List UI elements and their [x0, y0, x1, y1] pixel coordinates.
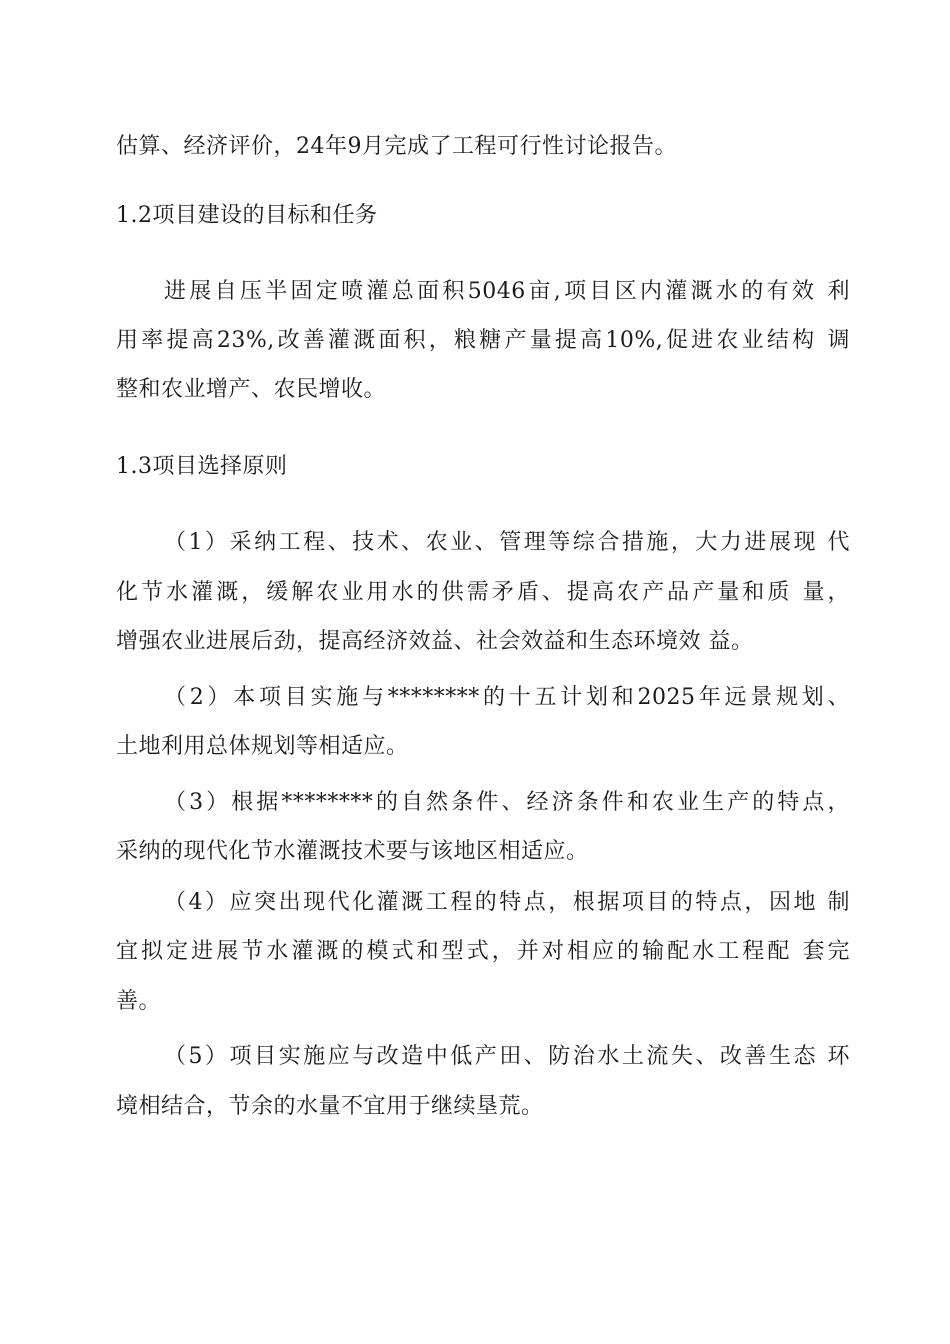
paragraph-line: 境相结合，节余的水量不宜用于继续垦荒。: [116, 1094, 544, 1119]
paragraph-line: 善。: [116, 989, 162, 1014]
paragraph-line: （1）采纳工程、技术、农业、管理等综合措施，大力进展现 代: [164, 530, 850, 555]
paragraph-line: 整和农业增产、农民增收。: [116, 377, 387, 402]
section-heading-1-3: 1.3项目选择原则: [116, 454, 288, 479]
paragraph-line: 采纳的现代化节水灌溉技术要与该地区相适应。: [116, 839, 589, 864]
paragraph-line: 化节水灌溉，缓解农业用水的供需矛盾、提高农产品产量和质 量，: [116, 580, 850, 605]
paragraph-line: 进展自压半固定喷灌总面积5046亩,项目区内灌溉水的有效 利: [164, 279, 850, 304]
paragraph-line: 增强农业进展后劲，提高经济效益、社会效益和生态环境效 益。: [116, 629, 754, 654]
paragraph-line: （4）应突出现代化灌溉工程的特点，根据项目的特点，因地 制: [164, 890, 850, 915]
paragraph-line: （3）根据********的自然条件、经济条件和农业生产的特点，: [164, 790, 850, 815]
paragraph-line: 估算、经济评价，24年9月完成了工程可行性讨论报告。: [116, 134, 677, 159]
section-heading-1-2: 1.2项目建设的目标和任务: [116, 203, 378, 228]
paragraph-line: 土地利用总体规划等相适应。: [116, 734, 409, 759]
paragraph-line: 用率提高23%,改善灌溉面积，粮糖产量提高10%,促进农业结构 调: [116, 328, 850, 353]
paragraph-line: （2）本项目实施与********的十五计划和2025年远景规划、: [164, 685, 850, 710]
paragraph-line: 宜拟定进展节水灌溉的模式和型式，并对相应的输配水工程配 套完: [116, 939, 850, 964]
paragraph-line: （5）项目实施应与改造中低产田、防治水土流失、改善生态 环: [164, 1044, 850, 1069]
